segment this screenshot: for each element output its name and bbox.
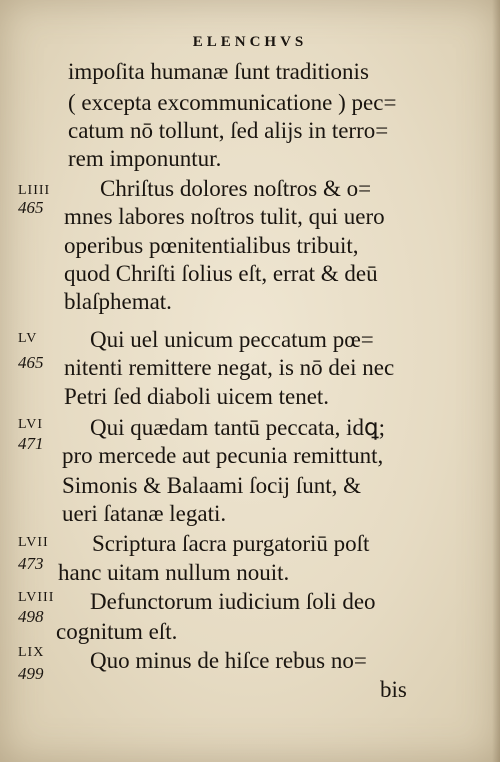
article-number: LVII [18,535,49,550]
article-number: LVI [18,417,44,432]
article-number: LIX [18,645,45,660]
page-reference: 465 [18,353,44,372]
running-head: ELENCHVS [192,34,308,50]
page-edge-shadow [492,0,500,762]
page-reference: 498 [18,607,44,626]
page-reference: 471 [18,434,44,453]
book-page: ELENCHVS impoſita humanæ ſunt traditionis ( excepta excommunicatione ) pec= catum nō tollunt, ſed alijs in terro= rem imponuntur. LIIII 465 Chriſtus dolores noſtros & o= mnes labores noſtros tulit, qui uero operibus pœnitentialibus tribuit, quod Chriſti ſolius eſt, errat & deū blaſphemat. LV 465 Qui uel unicum peccatum pœ= nitenti remittere negat, is nō dei nec Petri ſed diaboli uicem tenet. LVI 471 Qui quædam tantū peccata, idꝗ; pro mercede aut pecunia remittunt, Simonis & Balaami ſocij ſunt, & ueri ſatanæ legati. LVII 473 Scriptura ſacra purgatoriū poſt hanc uitam nullum nouit. LVIII 498 Defunctorum iudicium ſoli deo cognitum eſt. LIX 499 Quo minus de hiſce rebus no= bis [0,0,500,762]
article-number: LV [18,331,38,346]
page-reference: 499 [18,664,44,683]
page-reference: 473 [18,554,44,573]
article-number: LVIII [18,590,55,605]
page-reference: 465 [18,198,44,217]
article-number: LIIII [18,183,51,198]
